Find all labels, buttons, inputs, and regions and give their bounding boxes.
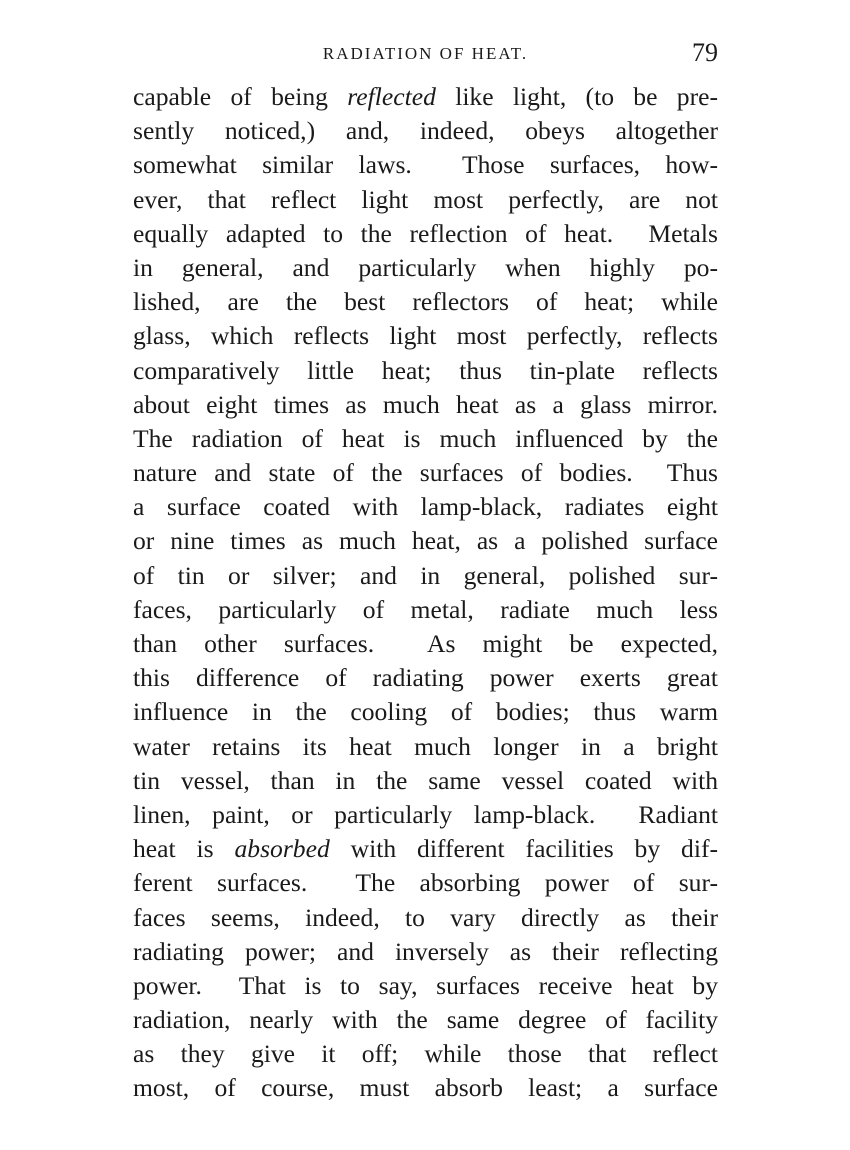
text-line	[133, 148, 718, 182]
text-line	[133, 798, 718, 832]
text-run: heat is	[133, 834, 235, 864]
text-run: water retains its heat much longer in a bright	[133, 731, 718, 761]
body-text	[133, 80, 718, 1106]
text-line	[133, 730, 718, 764]
text-line	[133, 832, 718, 866]
text-line	[133, 901, 718, 935]
text-line	[133, 866, 718, 900]
text-line	[133, 1003, 718, 1037]
text-run: like light, (to be pre-	[435, 82, 718, 111]
text-line	[133, 593, 718, 627]
text-line	[133, 490, 718, 524]
text-run: glass, which reflects light most perfectly, reflects	[133, 321, 718, 351]
text-line	[133, 695, 718, 729]
text-run: faces, particularly of metal, radiate much less	[133, 594, 718, 624]
text-run: radiating power; and inversely as their reflecting	[133, 936, 718, 966]
text-line	[133, 1071, 718, 1105]
text-line	[133, 354, 718, 388]
text-line	[133, 935, 718, 969]
italic-term: absorbed	[234, 834, 330, 864]
text-run: as they give it off; while those that reflect	[133, 1039, 718, 1069]
text-run: ferent surfaces. The absorbing power of sur-	[133, 868, 718, 898]
text-run: or nine times as much heat, as a polished surface	[133, 526, 718, 556]
text-run: nature and state of the surfaces of bodies. Thus	[133, 458, 718, 488]
text-line	[133, 627, 718, 661]
text-run: with different facilities by dif-	[329, 834, 718, 864]
text-line	[133, 285, 718, 319]
text-line	[133, 319, 718, 353]
text-run: equally adapted to the reflection of heat. Metals	[133, 218, 718, 248]
text-run: than other surfaces. As might be expected,	[133, 629, 718, 658]
text-run: in general, and particularly when highly po-	[133, 252, 718, 282]
text-run: about eight times as much heat as a glass mirror.	[133, 389, 718, 419]
text-run: of tin or silver; and in general, polished sur-	[133, 560, 718, 590]
text-run: comparatively little heat; thus tin-plate reflects	[133, 355, 718, 385]
text-line	[133, 969, 718, 1003]
text-line	[133, 114, 718, 148]
text-run: tin vessel, than in the same vessel coated with	[133, 765, 718, 795]
text-line	[133, 422, 718, 456]
text-line	[133, 524, 718, 558]
text-run: power. That is to say, surfaces receive heat by	[133, 970, 718, 1000]
text-run: influence in the cooling of bodies; thus warm	[133, 697, 718, 727]
text-run: linen, paint, or particularly lamp-black. Radiant	[133, 799, 718, 829]
text-line	[133, 251, 718, 285]
text-run: ever, that reflect light most perfectly, are not	[133, 184, 718, 214]
text-run: most, of course, must absorb least; a surface	[133, 1073, 718, 1103]
text-run: capable of being	[133, 82, 348, 111]
text-line	[133, 1037, 718, 1071]
page-number: 79	[692, 38, 718, 67]
text-run: The radiation of heat is much influenced by the	[133, 423, 718, 453]
text-run: this difference of radiating power exerts great	[133, 663, 718, 693]
text-run: faces seems, indeed, to vary directly as their	[133, 902, 718, 932]
text-run: somewhat similar laws. Those surfaces, how-	[133, 150, 718, 180]
text-line	[133, 661, 718, 695]
text-run: radiation, nearly with the same degree of facility	[133, 1005, 718, 1035]
text-line	[133, 764, 718, 798]
running-head	[133, 38, 718, 78]
text-line	[133, 217, 718, 251]
text-run: sently noticed,) and, indeed, obeys altogether	[133, 116, 718, 146]
text-line	[133, 456, 718, 490]
text-line	[133, 80, 718, 114]
text-run: a surface coated with lamp-black, radiates eight	[133, 492, 718, 522]
text-run: lished, are the best reflectors of heat; while	[133, 287, 718, 317]
text-line	[133, 183, 718, 217]
running-title: RADIATION OF HEAT.	[322, 44, 529, 63]
text-line	[133, 559, 718, 593]
italic-term: reflected	[347, 82, 436, 111]
text-line	[133, 388, 718, 422]
